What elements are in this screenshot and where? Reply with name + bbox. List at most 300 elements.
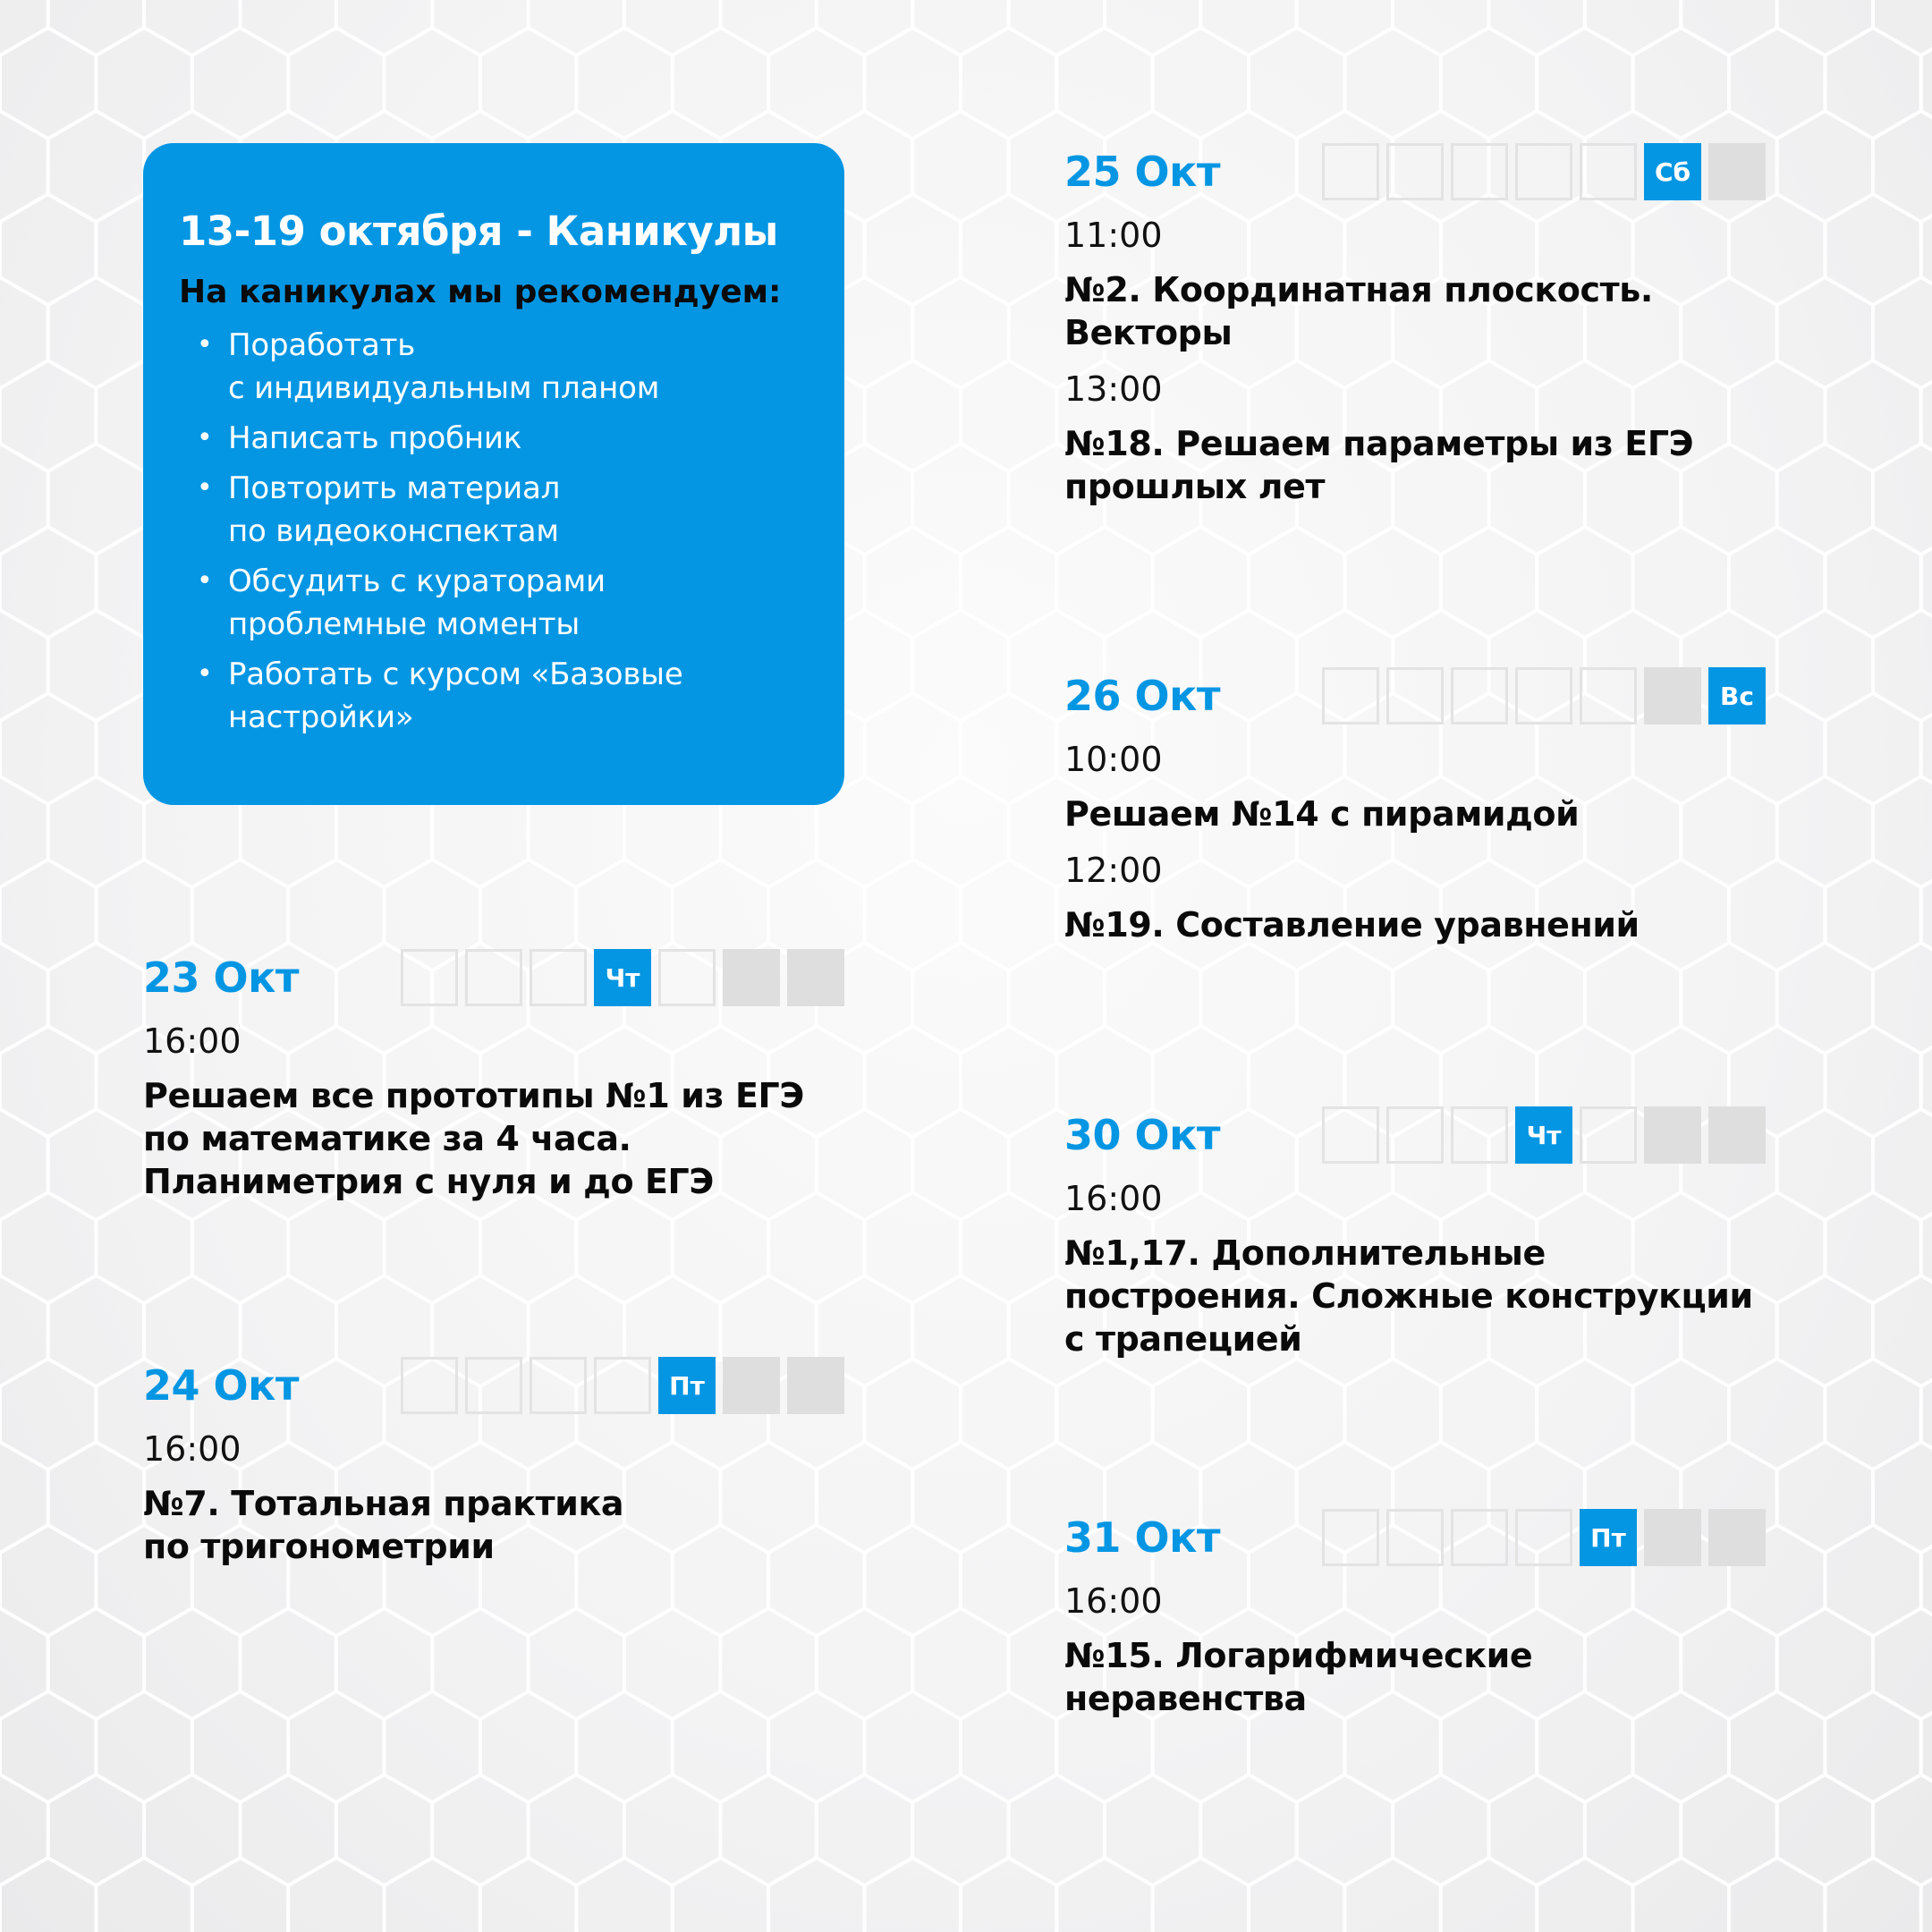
hexagon-shape bbox=[1393, 1775, 1488, 1885]
day-cell bbox=[1515, 143, 1572, 200]
session-time: 16:00 bbox=[143, 1021, 242, 1061]
hexagon-shape bbox=[1249, 1359, 1344, 1470]
hexagon-shape bbox=[0, 0, 48, 55]
hexagon-shape bbox=[1825, 1192, 1920, 1303]
hexagon-shape bbox=[0, 360, 96, 471]
hexagon-shape bbox=[432, 1608, 528, 1719]
hexagon-shape bbox=[1489, 943, 1585, 1054]
hexagon-shape bbox=[768, 1691, 864, 1802]
hexagon-shape bbox=[1681, 1775, 1776, 1885]
active-day-badge: Чт bbox=[594, 949, 651, 1006]
hexagon-shape bbox=[1489, 0, 1585, 55]
hexagon-shape bbox=[336, 1775, 432, 1885]
hexagon-shape bbox=[529, 1608, 624, 1719]
hexagon-shape bbox=[720, 1775, 816, 1885]
day-cell bbox=[1515, 1509, 1572, 1566]
day-cell bbox=[1322, 1106, 1379, 1164]
hexagon-shape bbox=[912, 444, 1008, 555]
hexagon-shape bbox=[1777, 111, 1873, 222]
hexagon-shape bbox=[912, 943, 1008, 1054]
hexagon-shape bbox=[1344, 28, 1440, 139]
hexagon-shape bbox=[1441, 527, 1537, 638]
hexagon-shape bbox=[1825, 360, 1920, 471]
hexagon-shape bbox=[1777, 610, 1873, 721]
weekend-day-cell bbox=[1708, 1106, 1766, 1164]
hexagon-shape bbox=[1921, 1525, 1932, 1636]
hexagon-shape bbox=[961, 1525, 1056, 1636]
hexagon-shape bbox=[192, 1691, 288, 1802]
session-title: №18. Решаем параметры из ЕГЭ прошлых лет bbox=[1064, 424, 1694, 506]
session-title: №19. Составление уравнений bbox=[1064, 905, 1640, 945]
hexagon-shape bbox=[1825, 1858, 1920, 1932]
day-cell bbox=[530, 949, 587, 1006]
day-cell bbox=[1451, 1509, 1508, 1566]
day-cell bbox=[658, 949, 716, 1006]
hexagon-shape bbox=[432, 0, 528, 55]
hexagon-shape bbox=[0, 1109, 48, 1220]
hexagon-shape bbox=[1873, 1775, 1932, 1885]
hexagon-shape bbox=[1633, 1858, 1729, 1932]
hexagon-shape bbox=[0, 28, 96, 139]
hexagon-shape bbox=[912, 1775, 1008, 1885]
hexagon-shape bbox=[288, 28, 384, 139]
day-cell bbox=[465, 949, 522, 1006]
hexagon-shape bbox=[1537, 1359, 1632, 1470]
hexagon-shape bbox=[0, 610, 48, 721]
hexagon-shape bbox=[576, 1858, 672, 1932]
hexagon-shape bbox=[288, 1691, 384, 1802]
hexagon-shape bbox=[624, 1775, 720, 1885]
hexagon-shape bbox=[1344, 1359, 1440, 1470]
hexagon-shape bbox=[1777, 0, 1873, 55]
hexagon-shape bbox=[912, 1275, 1008, 1386]
hexagon-shape bbox=[480, 1691, 576, 1802]
event-date: 23 Окт bbox=[143, 953, 300, 1002]
hexagon-shape bbox=[288, 1858, 384, 1932]
hexagon-shape bbox=[1729, 527, 1825, 638]
hexagon-shape bbox=[1681, 0, 1776, 55]
hexagon-shape bbox=[1585, 943, 1681, 1054]
hexagon-shape bbox=[529, 0, 624, 55]
hexagon-shape bbox=[1056, 28, 1152, 139]
hexagon-shape bbox=[48, 1275, 144, 1386]
day-cell bbox=[1322, 143, 1379, 200]
hexagon-shape bbox=[1825, 1026, 1920, 1137]
session-time: 13:00 bbox=[1064, 369, 1163, 409]
hexagon-shape bbox=[673, 1691, 768, 1802]
session-title: Решаем все прототипы №1 из ЕГЭ по математике за 4 часа. Планиметрия с нуля и до ЕГЭ bbox=[143, 1076, 804, 1201]
hexagon-shape bbox=[576, 1192, 672, 1303]
hexagon-shape bbox=[673, 1858, 768, 1932]
hexagon-shape bbox=[1921, 28, 1932, 139]
hexagon-shape bbox=[1297, 943, 1393, 1054]
hexagon-shape bbox=[96, 1858, 191, 1932]
hexagon-shape bbox=[0, 860, 96, 970]
event-oct-26 bbox=[1064, 667, 1780, 946]
hexagon-shape bbox=[1777, 1442, 1873, 1553]
hexagon-shape bbox=[912, 610, 1008, 721]
hexagon-shape bbox=[1441, 28, 1537, 139]
hexagon-shape bbox=[720, 0, 816, 55]
vacation-title: 13-19 октября - Каникулы bbox=[179, 208, 778, 255]
weekend-day-cell bbox=[787, 949, 844, 1006]
event-oct-31 bbox=[1064, 1509, 1780, 1720]
hexagon-shape bbox=[48, 111, 144, 222]
hexagon-shape bbox=[865, 1026, 961, 1137]
hexagon-shape bbox=[480, 1858, 576, 1932]
hexagon-shape bbox=[0, 1359, 96, 1470]
session-time: 10:00 bbox=[1064, 740, 1163, 779]
hexagon-shape bbox=[1777, 1608, 1873, 1719]
hexagon-shape bbox=[912, 1442, 1008, 1553]
hexagon-shape bbox=[241, 1608, 336, 1719]
list-item: • Написать пробник bbox=[179, 417, 809, 460]
hexagon-shape bbox=[1633, 527, 1729, 638]
hexagon-shape bbox=[241, 0, 336, 55]
hexagon-shape bbox=[1633, 1359, 1729, 1470]
hexagon-shape bbox=[0, 943, 48, 1054]
hexagon-shape bbox=[1441, 1359, 1537, 1470]
hexagon-shape bbox=[288, 1192, 384, 1303]
hexagon-shape bbox=[48, 776, 144, 887]
week-strip bbox=[1322, 1509, 1766, 1566]
hexagon-shape bbox=[1825, 527, 1920, 638]
hexagon-shape bbox=[432, 1775, 528, 1885]
hexagon-shape bbox=[1009, 943, 1105, 1054]
hexagon-shape bbox=[961, 860, 1056, 970]
hexagon-shape bbox=[817, 1775, 912, 1885]
hexagon-shape bbox=[1921, 360, 1932, 471]
hexagon-shape bbox=[1921, 527, 1932, 638]
hexagon-shape bbox=[1393, 0, 1488, 55]
hexagon-shape bbox=[385, 1691, 480, 1802]
hexagon-shape bbox=[1873, 277, 1932, 388]
hexagon-shape bbox=[96, 28, 191, 139]
hexagon-shape bbox=[48, 943, 144, 1054]
hexagon-shape bbox=[1777, 1775, 1873, 1885]
session-time: 11:00 bbox=[1064, 216, 1163, 255]
day-cell bbox=[401, 1357, 458, 1414]
active-day-badge: Сб bbox=[1644, 143, 1701, 200]
day-cell bbox=[1451, 667, 1508, 724]
hexagon-shape bbox=[1777, 1275, 1873, 1386]
hexagon-shape bbox=[529, 1775, 624, 1885]
day-cell bbox=[1515, 667, 1572, 724]
hexagon-shape bbox=[673, 1192, 768, 1303]
weekend-day-cell bbox=[787, 1357, 844, 1414]
hexagon-shape bbox=[1873, 0, 1932, 55]
hexagon-shape bbox=[1200, 1775, 1296, 1885]
list-item: • Повторить материал по видеоконспектам bbox=[179, 467, 809, 553]
day-cell bbox=[1322, 1509, 1379, 1566]
hexagon-shape bbox=[1729, 28, 1825, 139]
event-date: 24 Окт bbox=[143, 1361, 300, 1410]
hexagon-shape bbox=[48, 1775, 144, 1885]
hexagon-shape bbox=[1873, 1109, 1932, 1220]
hexagon-shape bbox=[961, 1026, 1056, 1137]
hexagon-shape bbox=[48, 1109, 144, 1220]
hexagon-shape bbox=[0, 693, 96, 804]
hexagon-shape bbox=[624, 1608, 720, 1719]
hexagon-shape bbox=[0, 776, 48, 887]
hexagon-shape bbox=[0, 1026, 96, 1137]
hexagon-shape bbox=[0, 194, 96, 305]
hexagon-shape bbox=[1009, 1775, 1105, 1885]
hexagon-shape bbox=[1825, 194, 1920, 305]
hexagon-shape bbox=[1056, 1858, 1152, 1932]
hexagon-shape bbox=[1873, 111, 1932, 222]
hexagon-shape bbox=[912, 277, 1008, 388]
hexagon-shape bbox=[1777, 277, 1873, 388]
hexagon-shape bbox=[1585, 1775, 1681, 1885]
hexagon-shape bbox=[912, 0, 1008, 55]
hexagon-shape bbox=[1873, 610, 1932, 721]
event-date: 31 Окт bbox=[1064, 1513, 1221, 1562]
hexagon-shape bbox=[961, 1359, 1056, 1470]
session-title: №2. Координатная плоскость. Векторы bbox=[1064, 270, 1653, 352]
hexagon-shape bbox=[865, 1359, 961, 1470]
day-cell bbox=[1580, 143, 1637, 200]
week-strip bbox=[401, 1357, 844, 1414]
hexagon-shape bbox=[48, 610, 144, 721]
hexagon-shape bbox=[1489, 1775, 1585, 1885]
event-oct-24 bbox=[143, 1357, 859, 1568]
hexagon-shape bbox=[0, 1691, 96, 1802]
hexagon-shape bbox=[1153, 1359, 1249, 1470]
vacation-card bbox=[143, 143, 844, 805]
day-cell bbox=[1386, 143, 1444, 200]
hexagon-shape bbox=[1393, 943, 1488, 1054]
hexagon-shape bbox=[1105, 943, 1200, 1054]
hexagon-shape bbox=[144, 1608, 240, 1719]
hexagon-shape bbox=[768, 28, 864, 139]
active-day-badge: Пт bbox=[658, 1357, 716, 1414]
hexagon-shape bbox=[576, 28, 672, 139]
hexagon-shape bbox=[865, 860, 961, 970]
session-title: №7. Тотальная практика по тригонометрии bbox=[143, 1484, 624, 1566]
hexagon-shape bbox=[865, 1691, 961, 1802]
hexagon-shape bbox=[768, 1192, 864, 1303]
hexagon-shape bbox=[1777, 1109, 1873, 1220]
weekend-day-cell bbox=[1644, 1106, 1701, 1164]
day-cell bbox=[1580, 1106, 1637, 1164]
hexagon-shape bbox=[385, 1192, 480, 1303]
hexagon-shape bbox=[961, 194, 1056, 305]
hexagon-shape bbox=[865, 1858, 961, 1932]
event-date: 30 Окт bbox=[1064, 1111, 1221, 1159]
hexagon-shape bbox=[385, 28, 480, 139]
hexagon-shape bbox=[0, 1858, 96, 1932]
hexagon-shape bbox=[1537, 28, 1632, 139]
hexagon-shape bbox=[817, 1608, 912, 1719]
hexagon-shape bbox=[1921, 1192, 1932, 1303]
hexagon-shape bbox=[1873, 943, 1932, 1054]
hexagon-shape bbox=[576, 1691, 672, 1802]
hexagon-shape bbox=[1921, 1858, 1932, 1932]
list-item: • Поработать с индивидуальным планом bbox=[179, 324, 809, 410]
hexagon-shape bbox=[865, 28, 961, 139]
hexagon-shape bbox=[1297, 0, 1393, 55]
day-cell bbox=[465, 1357, 522, 1414]
hexagon-shape bbox=[1153, 1858, 1249, 1932]
hexagon-shape bbox=[0, 527, 96, 638]
hexagon-shape bbox=[961, 28, 1056, 139]
hexagon-shape bbox=[1105, 1775, 1200, 1885]
hexagon-shape bbox=[961, 1858, 1056, 1932]
hexagon-shape bbox=[1249, 1858, 1344, 1932]
week-strip bbox=[1322, 1106, 1766, 1164]
hexagon-shape bbox=[0, 277, 48, 388]
hexagon-shape bbox=[1200, 943, 1296, 1054]
event-date: 26 Окт bbox=[1064, 672, 1221, 720]
hexagon-shape bbox=[48, 1442, 144, 1553]
hexagon-shape bbox=[1873, 1442, 1932, 1553]
hexagon-shape bbox=[1441, 1858, 1537, 1932]
session-time: 16:00 bbox=[143, 1429, 242, 1469]
session-title: №1,17. Дополнительные построения. Сложные конструкции с трапецией bbox=[1064, 1233, 1753, 1359]
hexagon-shape bbox=[1105, 0, 1200, 55]
hexagon-shape bbox=[961, 1192, 1056, 1303]
hexagon-shape bbox=[1729, 1858, 1825, 1932]
hexagon-shape bbox=[1873, 776, 1932, 887]
hexagon-shape bbox=[768, 1858, 864, 1932]
hexagon-shape bbox=[912, 776, 1008, 887]
day-cell bbox=[594, 1357, 651, 1414]
event-date: 25 Окт bbox=[1064, 148, 1221, 196]
hexagon-shape bbox=[0, 1192, 96, 1303]
hexagon-shape bbox=[1873, 1608, 1932, 1719]
week-strip bbox=[401, 949, 844, 1006]
hexagon-shape bbox=[1825, 1359, 1920, 1470]
hexagon-shape bbox=[1777, 444, 1873, 555]
hexagon-shape bbox=[96, 1691, 191, 1802]
hexagon-shape bbox=[385, 1858, 480, 1932]
hexagon-shape bbox=[1056, 527, 1152, 638]
hexagon-shape bbox=[1297, 1775, 1393, 1885]
hexagon-shape bbox=[1537, 1858, 1632, 1932]
day-cell bbox=[1386, 1106, 1444, 1164]
hexagon-shape bbox=[865, 693, 961, 804]
hexagon-shape bbox=[1921, 1026, 1932, 1137]
hexagon-shape bbox=[336, 1608, 432, 1719]
hexagon-shape bbox=[144, 0, 240, 55]
hexagon-shape bbox=[865, 194, 961, 305]
hexagon-shape bbox=[1825, 1691, 1920, 1802]
weekend-day-cell bbox=[1644, 1509, 1701, 1566]
hexagon-shape bbox=[96, 1192, 191, 1303]
list-item: • Обсудить с кураторами проблемные моменты bbox=[179, 560, 809, 646]
hexagon-shape bbox=[1777, 776, 1873, 887]
session-time: 16:00 bbox=[1064, 1581, 1163, 1621]
hexagon-shape bbox=[1825, 1525, 1920, 1636]
hexagon-shape bbox=[1825, 693, 1920, 804]
hexagon-shape bbox=[48, 277, 144, 388]
hexagon-shape bbox=[1825, 860, 1920, 970]
weekend-day-cell bbox=[723, 1357, 780, 1414]
day-cell bbox=[401, 949, 458, 1006]
hexagon-shape bbox=[720, 1608, 816, 1719]
hexagon-shape bbox=[0, 1442, 48, 1553]
hexagon-shape bbox=[817, 0, 912, 55]
day-cell bbox=[1580, 667, 1637, 724]
hexagon-shape bbox=[865, 1192, 961, 1303]
hexagon-shape bbox=[0, 111, 48, 222]
hexagon-shape bbox=[0, 444, 48, 555]
hexagon-shape bbox=[1681, 943, 1776, 1054]
list-item: • Работать с курсом «Базовые настройки» bbox=[179, 653, 809, 739]
hexagon-shape bbox=[673, 28, 768, 139]
active-day-badge: Чт bbox=[1515, 1106, 1572, 1164]
hexagon-shape bbox=[1873, 444, 1932, 555]
hexagon-shape bbox=[1777, 943, 1873, 1054]
weekend-day-cell bbox=[1708, 143, 1766, 200]
hexagon-shape bbox=[865, 360, 961, 471]
day-cell bbox=[1451, 1106, 1508, 1164]
week-strip bbox=[1322, 143, 1766, 200]
hexagon-shape bbox=[480, 1192, 576, 1303]
week-strip bbox=[1322, 667, 1766, 724]
hexagon-shape bbox=[912, 1109, 1008, 1220]
hexagon-shape bbox=[1344, 527, 1440, 638]
hexagon-shape bbox=[1344, 1858, 1440, 1932]
hexagon-shape bbox=[1249, 527, 1344, 638]
hexagon-shape bbox=[912, 111, 1008, 222]
active-day-badge: Пт bbox=[1580, 1509, 1637, 1566]
event-oct-25 bbox=[1064, 143, 1780, 508]
hexagon-shape bbox=[1153, 28, 1249, 139]
vacation-subtitle: На каникулах мы рекомендуем: bbox=[179, 274, 782, 310]
session-title: №15. Логарифмические неравенства bbox=[1064, 1636, 1533, 1718]
day-cell bbox=[1386, 1509, 1444, 1566]
hexagon-shape bbox=[1729, 1359, 1825, 1470]
hexagon-shape bbox=[1921, 1359, 1932, 1470]
hexagon-shape bbox=[0, 1275, 48, 1386]
hexagon-shape bbox=[48, 1608, 144, 1719]
hexagon-shape bbox=[336, 0, 432, 55]
hexagon-shape bbox=[865, 1525, 961, 1636]
hexagon-shape bbox=[1921, 860, 1932, 970]
active-day-badge: Вс bbox=[1708, 667, 1766, 724]
event-oct-30 bbox=[1064, 1106, 1780, 1360]
session-time: 12:00 bbox=[1064, 851, 1163, 890]
hexagon-shape bbox=[144, 1775, 240, 1885]
recommendation-list bbox=[179, 324, 809, 739]
day-cell bbox=[530, 1357, 587, 1414]
hexagon-shape bbox=[0, 1608, 48, 1719]
hexagon-shape bbox=[865, 527, 961, 638]
hexagon-shape bbox=[1009, 0, 1105, 55]
hexagon-shape bbox=[192, 1192, 288, 1303]
hexagon-shape bbox=[1153, 527, 1249, 638]
hexagon-shape bbox=[48, 444, 144, 555]
hexagon-shape bbox=[48, 0, 144, 55]
day-cell bbox=[1386, 667, 1444, 724]
hexagon-shape bbox=[1921, 1691, 1932, 1802]
session-time: 16:00 bbox=[1064, 1179, 1163, 1218]
hexagon-shape bbox=[0, 1525, 96, 1636]
hexagon-shape bbox=[961, 360, 1056, 471]
hexagon-shape bbox=[1873, 1275, 1932, 1386]
hexagon-shape bbox=[961, 527, 1056, 638]
hexagon-shape bbox=[1921, 194, 1932, 305]
event-oct-23 bbox=[143, 949, 859, 1203]
day-cell bbox=[1451, 143, 1508, 200]
weekend-day-cell bbox=[1708, 1509, 1766, 1566]
hexagon-shape bbox=[624, 0, 720, 55]
hexagon-shape bbox=[241, 1775, 336, 1885]
hexagon-shape bbox=[192, 1858, 288, 1932]
hexagon-shape bbox=[912, 1608, 1008, 1719]
